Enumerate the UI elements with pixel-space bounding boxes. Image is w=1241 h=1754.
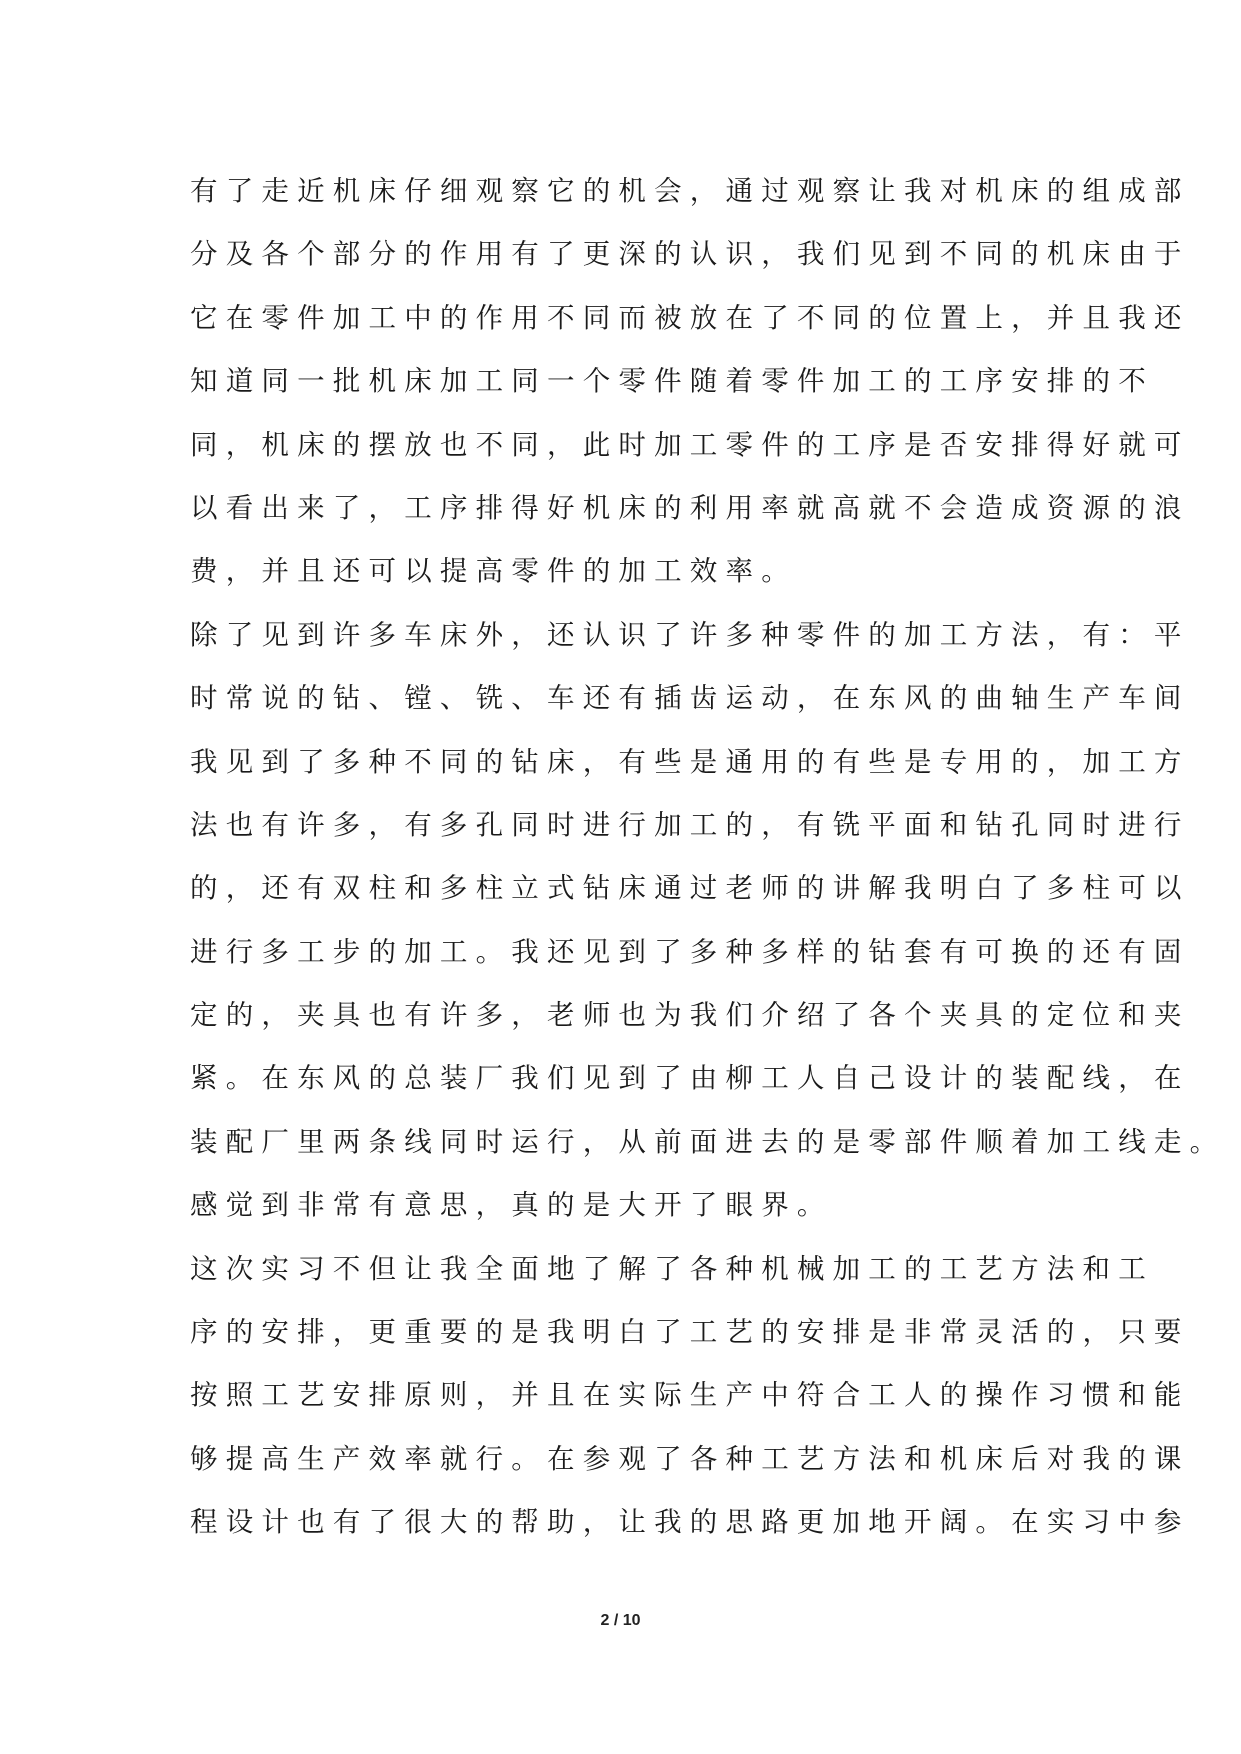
text-line: 以看出来了，工序排得好机床的利用率就高就不会造成资源的浪 (190, 491, 1190, 524)
text-line: 够提高生产效率就行。在参观了各种工艺方法和机床后对我的课 (190, 1442, 1190, 1475)
text-line: 我见到了多种不同的钻床，有些是通用的有些是专用的，加工方 (190, 745, 1190, 778)
text-line: 法也有许多，有多孔同时进行加工的，有铣平面和钻孔同时进行 (190, 808, 1190, 841)
text-line: 感觉到非常有意思，真的是大开了眼界。 (190, 1189, 833, 1222)
text-line: 它在零件加工中的作用不同而被放在了不同的位置上，并且我还 (190, 301, 1190, 334)
body-text (190, 160, 1226, 1555)
text-line: 有了走近机床仔细观察它的机会，通过观察让我对机床的组成部 (190, 175, 1190, 207)
text-line: 按照工艺安排原则，并且在实际生产中符合工人的操作习惯和能 (190, 1379, 1190, 1412)
text-line: 这次实习不但让我全面地了解了各种机械加工的工艺方法和工 (190, 1252, 1154, 1285)
text-line: 分及各个部分的作用有了更深的认识，我们见到不同的机床由于 (190, 238, 1190, 271)
text-line: 序的安排，更重要的是我明白了工艺的安排是非常灵活的，只要 (190, 1316, 1190, 1349)
text-line: 的，还有双柱和多柱立式钻床通过老师的讲解我明白了多柱可以 (190, 872, 1190, 905)
text-line: 装配厂里两条线同时运行，从前面进去的是零部件顺着加工线走。 (190, 1125, 1226, 1158)
text-line: 时常说的钻、镗、铣、车还有插齿运动，在东风的曲轴生产车间 (190, 682, 1190, 715)
text-line: 定的，夹具也有许多，老师也为我们介绍了各个夹具的定位和夹 (190, 999, 1190, 1032)
text-line: 除了见到许多车床外，还认识了许多种零件的加工方法，有：平 (190, 618, 1190, 651)
text-line: 知道同一批机床加工同一个零件随着零件加工的工序安排的不 (190, 365, 1154, 398)
text-line: 费，并且还可以提高零件的加工效率。 (190, 555, 797, 588)
text-line: 同，机床的摆放也不同，此时加工零件的工序是否安排得好就可 (190, 428, 1190, 461)
text-line: 进行多工步的加工。我还见到了多种多样的钻套有可换的还有固 (190, 935, 1190, 968)
text-line: 紧。在东风的总装厂我们见到了由柳工人自己设计的装配线，在 (190, 1062, 1190, 1095)
text-line: 程设计也有了很大的帮助，让我的思路更加地开阔。在实习中参 (190, 1506, 1190, 1539)
page-number: 2 / 10 (600, 1612, 641, 1629)
